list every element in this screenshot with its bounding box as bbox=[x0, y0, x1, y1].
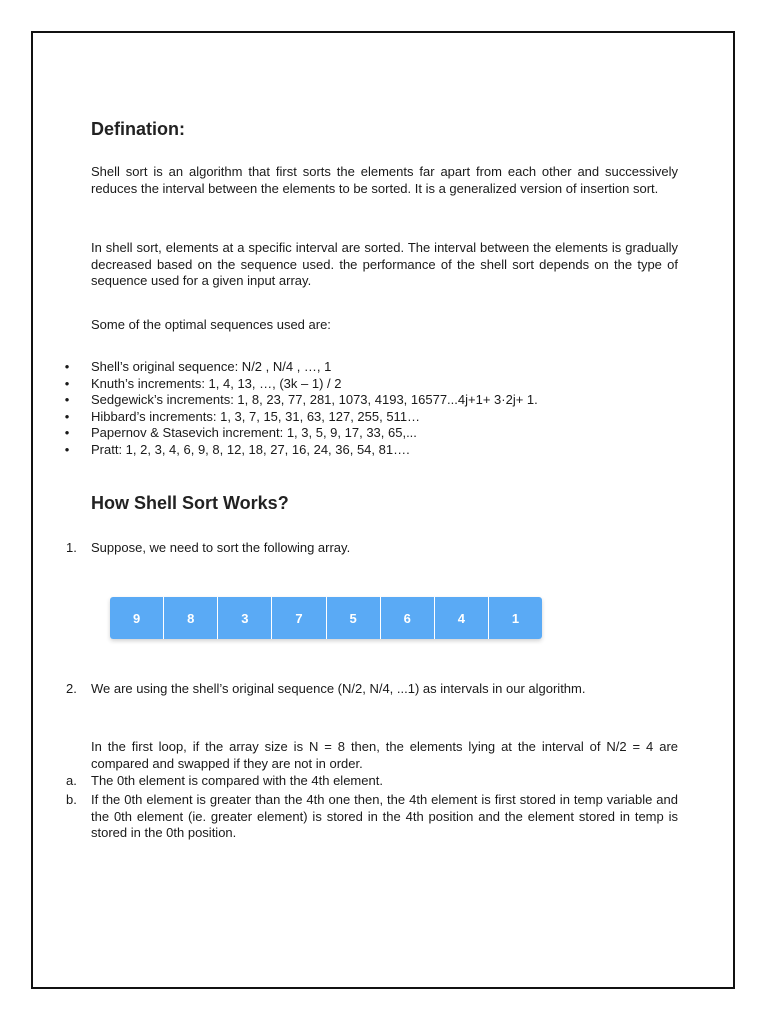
list-item-text: Papernov & Stasevich increment: 1, 3, 5, 9, 17, 33, 65,... bbox=[91, 425, 417, 440]
step-text: If the 0th element is greater than the 4th one then, the 4th element is first stored in temp variable and the 0th element (ie. greater element) is stored in the 4th position and the element stored in temp is stored in the 0th position. bbox=[91, 792, 678, 840]
list-item-text: Knuth’s increments: 1, 4, 13, …, (3k – 1) / 2 bbox=[91, 375, 342, 391]
bullet-icon: • bbox=[64, 441, 70, 457]
bullet-icon: • bbox=[64, 392, 70, 407]
array-cell: 9 bbox=[110, 597, 164, 639]
list-item bbox=[62, 409, 538, 426]
bullet-icon: • bbox=[64, 359, 70, 374]
array-cell: 3 bbox=[218, 597, 272, 639]
bullet-icon: • bbox=[64, 425, 70, 440]
step-b bbox=[66, 792, 678, 842]
step-a bbox=[66, 773, 678, 790]
step-number: 1. bbox=[66, 540, 77, 555]
step-letter: b. bbox=[66, 792, 77, 807]
step-text: We are using the shell’s original sequence (N/2, N/4, ...1) as intervals in our algorithm. bbox=[91, 681, 586, 696]
interval-paragraph: In shell sort, elements at a specific interval are sorted. The interval between the elements is gradually decreased based on the sequence used. the performance of the shell sort depends on the type of sequence used for a given input array. bbox=[91, 240, 678, 288]
list-item bbox=[62, 392, 538, 409]
array-cell: 6 bbox=[381, 597, 435, 639]
array-cell: 8 bbox=[164, 597, 218, 639]
list-item bbox=[62, 359, 538, 376]
list-item-text: Sedgewick’s increments: 1, 8, 23, 77, 281, 1073, 4193, 16577...4j+1+ 3·2j+ 1. bbox=[91, 392, 538, 407]
array-cell: 4 bbox=[435, 597, 489, 639]
list-item-text: Hibbard’s increments: 1, 3, 7, 15, 31, 63, 127, 255, 511… bbox=[91, 408, 421, 424]
step-text: The 0th element is compared with the 4th element. bbox=[91, 773, 383, 788]
bullet-icon: • bbox=[64, 375, 70, 391]
array-cell: 1 bbox=[489, 597, 542, 639]
sequences-intro: Some of the optimal sequences used are: bbox=[91, 317, 331, 332]
step-number: 2. bbox=[66, 681, 77, 696]
definition-heading: Defination: bbox=[91, 119, 185, 139]
step-letter: a. bbox=[66, 773, 77, 788]
array-cell: 7 bbox=[272, 597, 326, 639]
array-visual bbox=[110, 597, 542, 639]
bullet-icon: • bbox=[64, 408, 70, 424]
list-item-text: Shell’s original sequence: N/2 , N/4 , …, 1 bbox=[91, 359, 332, 374]
list-item bbox=[62, 376, 538, 393]
step-text: Suppose, we need to sort the following array. bbox=[91, 540, 351, 555]
sequence-list bbox=[62, 359, 538, 458]
list-item-text: Pratt: 1, 2, 3, 4, 6, 9, 8, 12, 18, 27, 16, 24, 36, 54, 81…. bbox=[91, 441, 410, 457]
list-item bbox=[62, 442, 538, 459]
how-it-works-heading: How Shell Sort Works? bbox=[91, 493, 289, 513]
list-item bbox=[62, 425, 538, 442]
first-loop-paragraph: In the first loop, if the array size is N = 8 then, the elements lying at the interval of N/2 = 4 are compared and swapped if they are not in order. bbox=[91, 739, 678, 771]
definition-paragraph: Shell sort is an algorithm that first sorts the elements far apart from each other and successively reduces the interval between the elements to be sorted. It is a generalized version of insertion sort. bbox=[91, 164, 678, 196]
array-cell: 5 bbox=[327, 597, 381, 639]
step-1 bbox=[66, 540, 678, 557]
step-2 bbox=[66, 681, 678, 698]
